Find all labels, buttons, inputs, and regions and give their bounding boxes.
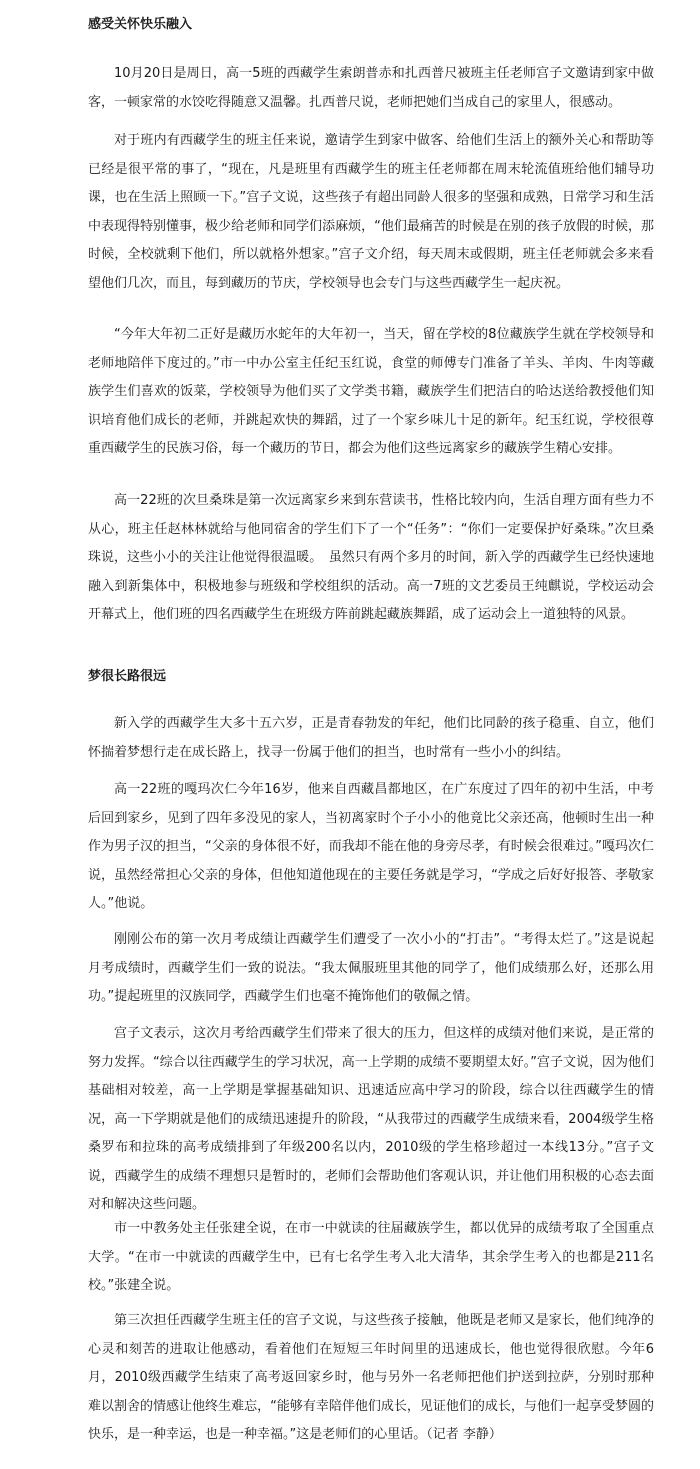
section-title-2: 梦很长路很远 (88, 669, 167, 684)
paragraph-8: 宫子文表示，这次月考给西藏学生们带来了很大的压力，但这样的成绩对他们来说，是正常的努力发挥。“综合以往西藏学生的学习状况，高一上学期的成绩不要期望太好。”宫子文说，因为他们基础相对较差，高一上学期是掌握基础知识、迅速适应高中学习的阶段，综合以往西藏学生的情况，高一下学期就是他们的成绩迅速提升的阶段，“从我带过的西藏学生成绩来看，2004级学生格桑罗布和拉珠的高考成绩排到了年级200名以内，2010级的学生格珍超过一本线13分。”宫子文说，西藏学生的成绩不理想只是暂时的，老师们会帮助他们客观认识，并让他们用积极的心态去面对和解决这些问题。 (88, 1026, 654, 1212)
paragraph-1: 10月20日是周日，高一5班的西藏学生索朗普赤和扎西普尺被班主任老师宫子文邀请到家中做客，一顿家常的水饺吃得随意又温馨。扎西普尺说，老师把她们当成自己的家里人，很感动。 (88, 66, 654, 110)
section-title-1: 感受关怀快乐融入 (88, 17, 193, 32)
paragraph-6: 高一22班的嘎玛次仁今年16岁，他来自西藏昌都地区，在广东度过了四年的初中生活，中考后回到家乡，见到了四年多没见的家人，当初离家时个子小小的他竟比父亲还高，他顿时生出一种作为男子汉的担当，“父亲的身体很不好，而我却不能在他的身旁尽孝，有时候会很难过。”嘎玛次仁说，虽然经常担心父亲的身体，但他知道他现在的主要任务就是学习，“学成之后好好报答、孝敬家人。”他说。 (88, 782, 654, 911)
paragraph-5: 新入学的西藏学生大多十五六岁，正是青春勃发的年纪，他们比同龄的孩子稳重、自立，他们怀揣着梦想行走在成长路上，找寻一份属于他们的担当，也时常有一些小小的纠结。 (88, 716, 654, 760)
paragraph-9: 市一中教务处主任张建全说，在市一中就读的往届藏族学生，都以优异的成绩考取了全国重点大学。“在市一中就读的西藏学生中，已有七名学生考入北大清华，其余学生考入的也都是211名校。”张建全说。 (88, 1221, 654, 1293)
paragraph-4: 高一22班的次旦桑珠是第一次远离家乡来到东营读书，性格比较内向，生活自理方面有些力不从心，班主任赵林林就给与他同宿舍的学生们下了一个“任务”：“你们一定要保护好桑珠。”次旦桑珠说，这些小小的关注让他觉得很温暖。 虽然只有两个多月的时间，新入学的西藏学生已经快速地融入到新集体中，积极地参与班级和学校组织的活动。高一7班的文艺委员王纯麒说，学校运动会开幕式上，他们班的四名西藏学生在班级方阵前跳起藏族舞蹈，成了运动会上一道独特的风景。 (88, 493, 654, 622)
paragraph-3: “今年大年初二正好是藏历水蛇年的大年初一，当天，留在学校的8位藏族学生就在学校领导和老师地陪伴下度过的。”市一中办公室主任纪玉红说，食堂的师傅专门准备了羊头、羊肉、牛肉等藏族学生们喜欢的饭菜，学校领导为他们买了文学类书籍，藏族学生们把洁白的哈达送给教授他们知识培育他们成长的老师，并跳起欢快的舞蹈，过了一个家乡味儿十足的新年。纪玉红说，学校很尊重西藏学生的民族习俗，每一个藏历的节日，都会为他们这些远离家乡的藏族学生精心安排。 (88, 327, 654, 456)
paragraph-7: 刚刚公布的第一次月考成绩让西藏学生们遭受了一次小小的“打击”。“考得太烂了。”这是说起月考成绩时，西藏学生们一致的说法。“我太佩服班里其他的同学了，他们成绩那么好，还那么用功。”提起班里的汉族同学，西藏学生们也毫不掩饰他们的敬佩之情。 (88, 932, 654, 1004)
paragraph-10: 第三次担任西藏学生班主任的宫子文说，与这些孩子接触，他既是老师又是家长，他们纯净的心灵和刻苦的进取让他感动，看着他们在短短三年时间里的迅速成长，他也觉得很欣慰。今年6月，2010级西藏学生结束了高考返回家乡时，他与另外一名老师把他们护送到拉萨，分别时那种难以割舍的情感让他终生难忘，“能够有幸陪伴他们成长，见证他们的成长，与他们一起享受梦圆的快乐，是一种幸运，也是一种幸福。”这是老师们的心里话。（记者 李静） (88, 1313, 654, 1442)
paragraph-2: 对于班内有西藏学生的班主任来说，邀请学生到家中做客、给他们生活上的额外关心和帮助等已经是很平常的事了，“现在，凡是班里有西藏学生的班主任老师都在周末轮流值班给他们辅导功课，也在生活上照顾一下。”宫子文说，这些孩子有超出同龄人很多的坚强和成熟，日常学习和生活中表现得特别懂事，极少给老师和同学们添麻烦，“他们最痛苦的时候是在别的孩子放假的时候，那时候，全校就剩下他们，所以就格外想家。”宫子文介绍，每天周末或假期，班主任老师就会多来看望他们几次，而且，每到藏历的节庆，学校领导也会专门与这些西藏学生一起庆祝。 (88, 133, 654, 291)
